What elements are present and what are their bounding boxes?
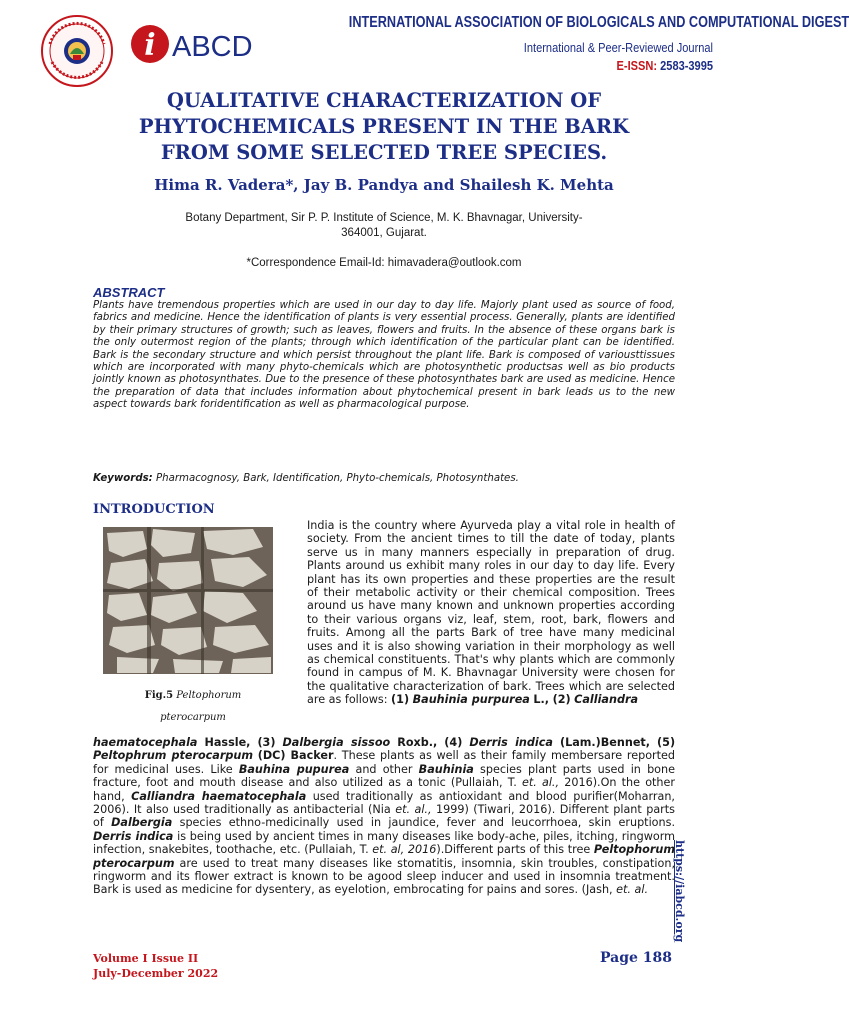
species-number: (1) xyxy=(391,693,410,707)
body-text: and other xyxy=(349,762,419,776)
species-name: haematocephala xyxy=(93,736,198,749)
footer-volume: Volume I Issue II xyxy=(93,952,199,965)
species-authority: Roxb., xyxy=(397,736,438,749)
journal-url-link[interactable]: https://iabcd.org xyxy=(673,840,686,943)
title-line: FROM SOME SELECTED TREE SPECIES. xyxy=(160,141,608,164)
affiliation-line: 364001, Gujarat. xyxy=(341,227,427,239)
intro-paragraph: India is the country where Ayurveda play a vital role in health of society. From the ancient times to till the date of today, plants serve us in many manners especially in preparation of drug. Plants around us exhibit many roles in our day to day life. Every plant has its own properties and these properties are the result of their metabolic activity or their chemical composition. Trees around us have many known and unknown properties according to their various organs viz, leaf, stem, root, bark, flowers and fruits. Among all the parts Bark of tree have many medicinal uses and it is also showing variation in their morphology as well as chemical constituents. That's why plants which are commonly found in campus of M. K. Bhavnagar University were chosen for the qualitative characterization of bark. Trees which are selected are as follows: xyxy=(307,519,675,707)
body-text: are used to treat many diseases like stomatitis, insomnia, skin troubles, constipation, ringworm and its flower extract is known to be agood sleep inducer and used in insomnia treatment. Bark is used as medicine for dysentery, as eyelotion, embrocating for pains and sores. (Jash, xyxy=(93,856,675,897)
organization-seal-logo xyxy=(40,14,114,88)
species-name: Calliandra haematocephala xyxy=(131,789,307,803)
page-label: Page xyxy=(600,950,638,966)
keywords xyxy=(93,473,675,484)
figure-caption-name: Peltophorum xyxy=(176,690,242,701)
iabcd-logo xyxy=(130,20,253,68)
citation-etal: et. al., xyxy=(521,776,560,790)
keywords-text: Pharmacognosy, Bark, Identification, Phyto-chemicals, Photosynthates. xyxy=(152,473,519,484)
title-line: QUALITATIVE CHARACTERIZATION OF xyxy=(166,89,602,112)
article-title xyxy=(90,88,678,166)
citation-etal: et. al, 2016 xyxy=(372,843,437,857)
body-text: 1999) (Tiwari, 2016). Different plant parts of xyxy=(93,803,675,830)
species-name: Bauhina pupurea xyxy=(238,762,350,776)
affiliation-line: Botany Department, Sir P. P. Institute of Science, M. K. Bhavnagar, University- xyxy=(185,212,583,224)
species-number: (5) xyxy=(657,736,676,749)
species-number: (2) xyxy=(552,693,571,707)
body-text: ).Different parts of this tree xyxy=(436,843,594,857)
body-text: . These plants as well as their family membersare reported for medicinal uses. Like xyxy=(93,749,676,776)
intro-right-column xyxy=(307,519,675,707)
species-name: Peltophrum pterocarpum xyxy=(93,749,254,763)
species-authority: (Lam.)Bennet, xyxy=(559,736,651,749)
species-name: Derris indica xyxy=(469,736,553,749)
figure-caption-label: Fig.5 xyxy=(144,690,174,701)
issn-value: 2583-3995 xyxy=(660,58,713,73)
species-authority: (DC) Backer xyxy=(257,749,334,763)
species-number: (4) xyxy=(444,736,463,749)
introduction-heading: INTRODUCTION xyxy=(93,502,215,517)
journal-subtitle: International & Peer-Reviewed Journal xyxy=(523,40,713,55)
species-name: Dalbergia sissoo xyxy=(282,736,391,749)
page-value: 188 xyxy=(642,950,673,966)
intro-full-column xyxy=(93,736,675,897)
page-number xyxy=(600,950,672,966)
title-line: PHYTOCHEMICALS PRESENT IN THE BARK xyxy=(138,115,630,138)
species-number: (3) xyxy=(257,736,276,749)
bark-photo xyxy=(103,527,273,674)
svg-text:ABCD: ABCD xyxy=(172,31,253,63)
species-name: Derris indica xyxy=(93,829,174,843)
citation-etal: et. al. xyxy=(616,883,649,897)
body-text: used traditionally as antioxidant and blood purifier(Moharran, 2006). It also used traditionally as antibacterial (Nia xyxy=(93,789,675,817)
body-text: is being used by ancient times in many diseases like body-ache, piles, itching, ringworm infection, snakebites, toothache, etc. (Pullaiah, T. xyxy=(93,829,675,857)
abstract-heading: ABSTRACT xyxy=(93,285,165,300)
abstract-text: Plants have tremendous properties which are used in our day to day life. Majorly plant used as source of food, fabrics and medicine. Hence the identification of plants is very essential process. Generally, plants are identified by their primary structures of growth; such as leaves, flowers and fruits. In the absence of these organs bark is the only outermost region of the plants; through which identification of the particular plant can be identified. Bark is the secondary structure and which persist throughout the plant life. Bark is composed of variousttissues which are incorporated with many phyto-chemicals which are photosynthetic productsas well as bio products jointly known as photosynthates. Due to the presence of these photosynthates bark are used as medicine. Hence the preparation of data that includes information about phytochemical present in bark leads us to the new aspect towards bark foridentification as well as pharmacological purpose. xyxy=(93,300,675,411)
species-authority: Hassle, xyxy=(204,736,251,749)
keywords-label: Keywords: xyxy=(93,473,153,484)
species-authority: L., xyxy=(533,693,550,707)
journal-title: INTERNATIONAL ASSOCIATION OF BIOLOGICALS AND COMPUTATIONAL DIGEST xyxy=(348,14,849,31)
species-name: Bauhinia purpurea xyxy=(412,693,530,707)
issn-label: E-ISSN: xyxy=(616,58,658,73)
figure-caption-species: pterocarpum xyxy=(160,712,226,723)
species-name: Bauhinia xyxy=(418,762,474,776)
species-name: Calliandra xyxy=(574,693,639,707)
authors: Hima R. Vadera*, Jay B. Pandya and Shailesh K. Mehta xyxy=(154,176,614,194)
affiliation xyxy=(110,211,658,241)
citation-etal: et. al., xyxy=(395,803,432,817)
species-name: Dalbergia xyxy=(111,816,173,830)
correspondence-email[interactable]: *Correspondence Email-Id: himavadera@outlook.com xyxy=(246,257,522,269)
figure-caption xyxy=(103,690,283,701)
svg-text:i: i xyxy=(144,28,156,63)
footer-period: July-December 2022 xyxy=(93,967,219,980)
species-name: Peltophorum pterocarpum xyxy=(93,843,675,870)
body-text: 2016).On the other hand, xyxy=(93,776,675,803)
body-text: species ethno-medicinally used in jaundice, fever and leucorrhoea, skin eruptions. xyxy=(172,816,675,830)
body-text: species plant parts used in bone fracture, foot and mouth disease and also utilized as a tonic (Pullaiah, T. xyxy=(93,762,675,790)
journal-issn xyxy=(566,58,713,73)
